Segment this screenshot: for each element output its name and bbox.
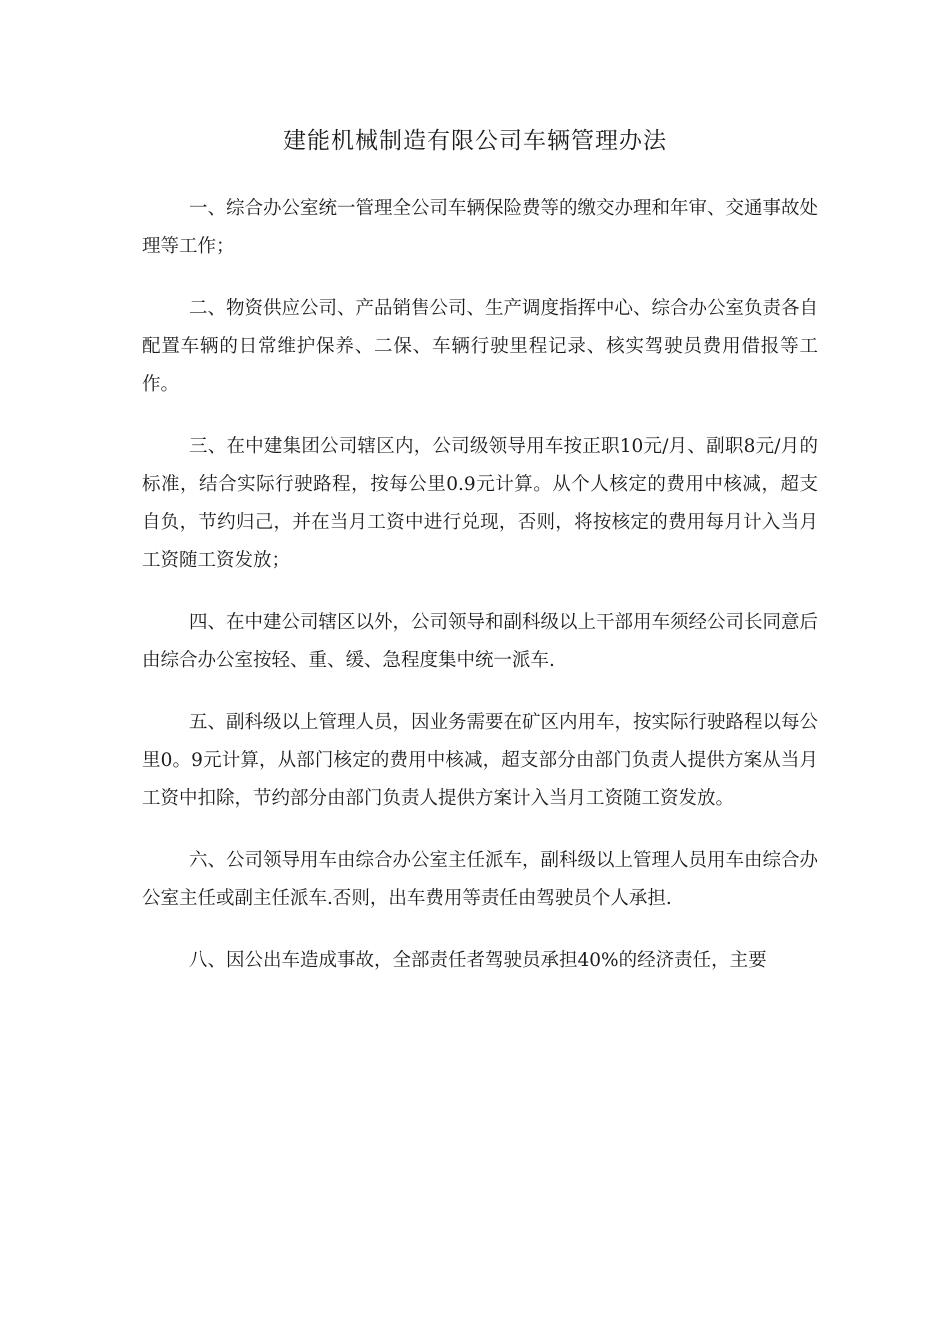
document-title: 建能机械制造有限公司车辆管理办法	[283, 128, 667, 154]
paragraph-2: 二、物资供应公司、产品销售公司、生产调度指挥中心、综合办公室负责各自配置车辆的日常维护保养、二保、车辆行驶里程记录、核实驾驶员费用借报等工作。	[142, 298, 819, 395]
paragraph-3: 三、在中建集团公司辖区内，公司级领导用车按正职10元/月、副职8元/月的标准，结合实际行驶路程，按每公里0.9元计算。从个人核定的费用中核减，超支自负，节约归己，并在当月工资中进行兑现，否则，将按核定的费用每月计入当月工资随工资发放；	[142, 436, 818, 571]
document-body	[142, 190, 818, 1004]
paragraph-8: 八、因公出车造成事故，全部责任者驾驶员承担40%的经济责任，主要	[189, 950, 767, 971]
paragraph-6: 六、公司领导用车由综合办公室主任派车，副科级以上管理人员用车由综合办公室主任或副主任派车.否则，出车费用等责任由驾驶员个人承担.	[142, 850, 819, 909]
paragraph-5: 五、副科级以上管理人员，因业务需要在矿区内用车，按实际行驶路程以每公里0。9元计算，从部门核定的费用中核减，超支部分由部门负责人提供方案从当月工资中扣除，节约部分由部门负责人提供方案计入当月工资随工资发放。	[142, 712, 819, 809]
paragraph-4: 四、在中建公司辖区以外，公司领导和副科级以上干部用车须经公司长同意后由综合办公室按轻、重、缓、急程度集中统一派车.	[142, 612, 819, 671]
paragraph-1: 一、综合办公室统一管理全公司车辆保险费等的缴交办理和年审、交通事故处理等工作；	[142, 198, 819, 257]
